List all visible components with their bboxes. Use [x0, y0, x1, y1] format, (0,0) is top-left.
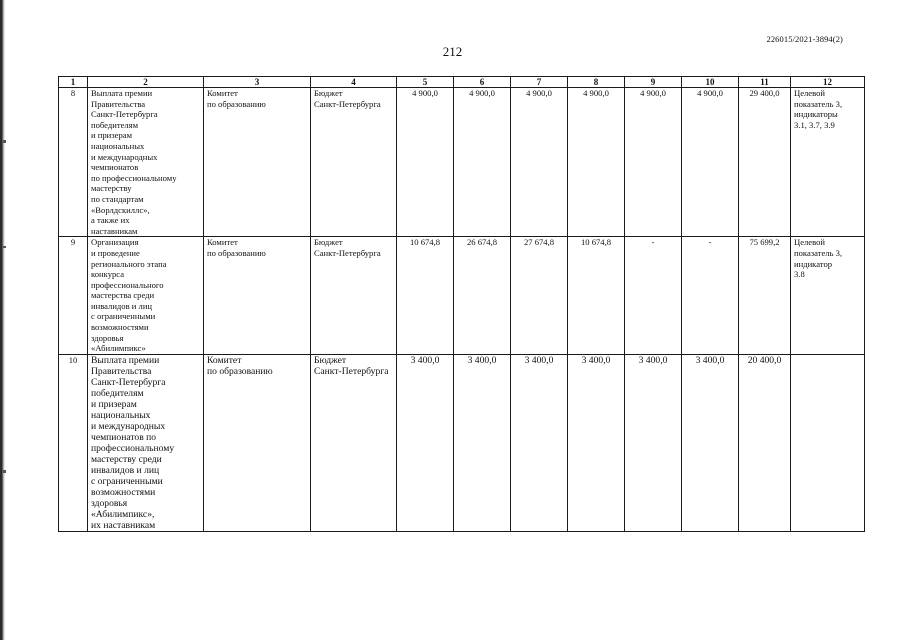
executor-cell: Комитет по образованию — [204, 237, 311, 355]
year-amount-cell: 3 400,0 — [397, 354, 454, 531]
year-amount-cell: 26 674,8 — [454, 237, 511, 355]
funding-source-cell: Бюджет Санкт-Петербурга — [311, 88, 397, 237]
year-amount-cell: 4 900,0 — [397, 88, 454, 237]
year-amount-cell: 4 900,0 — [454, 88, 511, 237]
column-number: 7 — [511, 77, 568, 88]
year-amount-cell: 3 400,0 — [454, 354, 511, 531]
executor-cell: Комитет по образованию — [204, 88, 311, 237]
indicator-cell: Целевой показатель 3, индикатор 3.8 — [791, 237, 865, 355]
column-number: 3 — [204, 77, 311, 88]
total-cell: 29 400,0 — [739, 88, 791, 237]
funding-source-cell: Бюджет Санкт-Петербурга — [311, 237, 397, 355]
year-amount-cell: 3 400,0 — [511, 354, 568, 531]
row-number-cell: 8 — [59, 88, 88, 237]
executor-cell: Комитет по образованию — [204, 354, 311, 531]
scan-edge-artifact — [0, 0, 5, 640]
column-number-row — [59, 77, 865, 88]
column-number: 10 — [682, 77, 739, 88]
table-header — [59, 77, 865, 88]
page-number: 212 — [442, 44, 463, 59]
table-body — [59, 88, 865, 532]
scan-speck — [3, 470, 6, 473]
table-row — [59, 237, 865, 355]
year-amount-cell: 4 900,0 — [625, 88, 682, 237]
column-number: 4 — [311, 77, 397, 88]
table-row — [59, 88, 865, 237]
scan-speck — [3, 246, 6, 248]
total-cell: 75 699,2 — [739, 237, 791, 355]
column-number: 9 — [625, 77, 682, 88]
row-number-cell: 9 — [59, 237, 88, 355]
indicator-cell — [791, 354, 865, 531]
column-number: 8 — [568, 77, 625, 88]
column-number: 6 — [454, 77, 511, 88]
year-amount-cell: 4 900,0 — [568, 88, 625, 237]
column-number: 5 — [397, 77, 454, 88]
row-number-cell: 10 — [59, 354, 88, 531]
year-amount-cell: 4 900,0 — [682, 88, 739, 237]
activity-cell: Организация и проведение регионального этапа конкурса профессионального мастерства среди инвалидов и лиц с ограниченными возможностями здоровья «Абилимпикс» — [88, 237, 204, 355]
table-row — [59, 354, 865, 531]
year-amount-cell: 3 400,0 — [682, 354, 739, 531]
year-amount-cell: - — [682, 237, 739, 355]
total-cell: 20 400,0 — [739, 354, 791, 531]
funding-source-cell: Бюджет Санкт-Петербурга — [311, 354, 397, 531]
scan-speck — [3, 140, 6, 143]
document-number: 226015/2021-3894(2) — [766, 34, 843, 44]
indicator-cell: Целевой показатель 3, индикаторы 3.1, 3.7, 3.9 — [791, 88, 865, 237]
program-table — [58, 76, 865, 532]
year-amount-cell: - — [625, 237, 682, 355]
year-amount-cell: 10 674,8 — [397, 237, 454, 355]
year-amount-cell: 10 674,8 — [568, 237, 625, 355]
activity-cell: Выплата премии Правительства Санкт-Петербурга победителям и призерам национальных и международных чемпионатов по профессиональному мастерству по стандартам «Ворлдскиллс», а также их наставникам — [88, 88, 204, 237]
column-number: 2 — [88, 77, 204, 88]
column-number: 1 — [59, 77, 88, 88]
year-amount-cell: 27 674,8 — [511, 237, 568, 355]
year-amount-cell: 3 400,0 — [625, 354, 682, 531]
activity-cell: Выплата премии Правительства Санкт-Петербурга победителям и призерам национальных и международных чемпионатов по профессиональному мастерству среди инвалидов и лиц с ограниченными возможностями здоровья «Абилимпикс», их наставникам — [88, 354, 204, 531]
year-amount-cell: 3 400,0 — [568, 354, 625, 531]
year-amount-cell: 4 900,0 — [511, 88, 568, 237]
column-number: 12 — [791, 77, 865, 88]
column-number: 11 — [739, 77, 791, 88]
